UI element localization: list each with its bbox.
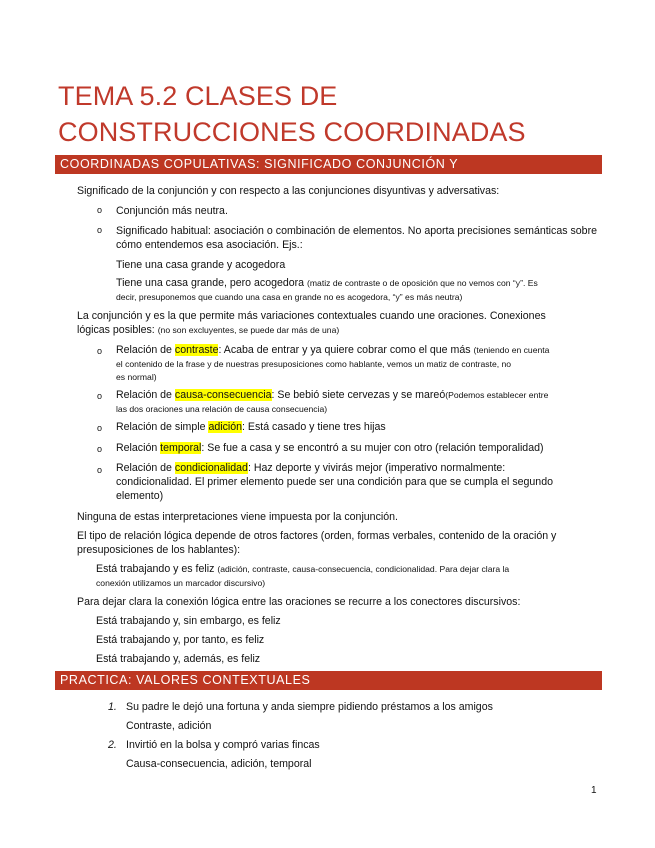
rel-causa-prefix: Relación de xyxy=(116,389,175,401)
rel-temporal-highlight: temporal xyxy=(160,442,202,454)
paragraph-conexiones-cont xyxy=(77,323,339,337)
page-title xyxy=(58,78,618,150)
example-feliz-note-2: conexión utilizamos un marcador discursivo) xyxy=(96,578,266,588)
bullet-habitual: Significado habitual: asociación o combinación de elementos. No aporta precisiones semánticas sobre cómo entendemos esa asociación. Ejs.: xyxy=(116,225,597,251)
example-feliz-main: Está trabajando y es feliz xyxy=(96,563,215,575)
relation-condicionalidad xyxy=(116,461,597,475)
paragraph-conectores: Para dejar clara la conexión lógica entre las oraciones se recurre a los conectores discursivos: xyxy=(77,596,521,608)
conexiones-label: lógicas posibles: xyxy=(77,324,155,336)
rel-cond-line-3: elemento) xyxy=(116,490,164,502)
example-feliz-note: (adición, contraste, causa-consecuencia, condicionalidad. Para dejar clara la xyxy=(217,564,510,574)
circle-bullet-icon: o xyxy=(97,465,103,475)
relation-causa xyxy=(116,388,600,402)
rel-causa-text: : Se bebió siete cervezas y se mareó xyxy=(271,389,446,401)
rel-temporal-text: : Se fue a casa y se encontró a su mujer con otro (relación temporalidad) xyxy=(201,442,544,454)
rel-adicion-prefix: Relación de simple xyxy=(116,421,209,433)
connector-example-1: Está trabajando y, sin embargo, es feliz xyxy=(96,615,281,627)
circle-bullet-icon: o xyxy=(97,444,103,454)
intro-text: Significado de la conjunción y con respecto a las conjunciones disyuntivas y adversativas: xyxy=(77,185,500,197)
example-2-note: (matiz de contraste o de oposición que no vemos con “y”. Es xyxy=(307,278,538,288)
practice-answer-2: Causa-consecuencia, adición, temporal xyxy=(126,758,312,770)
circle-bullet-icon: o xyxy=(97,391,103,401)
practice-answer-1: Contraste, adición xyxy=(126,720,212,732)
paragraph-ninguna: Ninguna de estas interpretaciones viene impuesta por la conjunción. xyxy=(77,511,398,523)
example-2 xyxy=(116,276,600,290)
rel-contraste-note: (teniendo en cuenta xyxy=(473,345,550,355)
rel-cond-prefix: Relación de xyxy=(116,462,175,474)
rel-causa-highlight: causa-consecuencia xyxy=(174,389,272,401)
example-1: Tiene una casa grande y acogedora xyxy=(116,259,286,271)
rel-cond-highlight: condicionalidad xyxy=(174,462,248,474)
circle-bullet-icon: o xyxy=(97,225,103,235)
rel-cond-text: : Haz deporte y vivirás mejor (imperativo normalmente: xyxy=(247,462,506,474)
example-2-main: Tiene una casa grande, pero acogedora xyxy=(116,277,305,289)
practice-item-1: Su padre le dejó una fortuna y anda siempre pidiendo préstamos a los amigos xyxy=(126,701,493,713)
bullet-neutral: Conjunción más neutra. xyxy=(116,205,228,217)
section-header-practica: PRACTICA: VALORES CONTEXTUALES xyxy=(55,671,602,690)
paragraph-conexiones: La conjunción y es la que permite más variaciones contextuales cuando une oraciones. Conexiones xyxy=(77,310,546,322)
connector-example-3: Está trabajando y, además, es feliz xyxy=(96,653,261,665)
relation-adicion xyxy=(116,420,386,434)
circle-bullet-icon: o xyxy=(97,346,103,356)
rel-contraste-highlight: contraste xyxy=(174,344,219,356)
rel-contraste-text: : Acaba de entrar y ya quiere cobrar como el que más xyxy=(218,344,471,356)
connector-example-2: Está trabajando y, por tanto, es feliz xyxy=(96,634,265,646)
rel-contraste-note-3: es normal) xyxy=(116,372,157,382)
example-2-note-cont: decir, presuponemos que cuando una casa en grande no es acogedora, “y” es más neutra) xyxy=(116,292,463,302)
conexiones-note: (no son excluyentes, se puede dar más de una) xyxy=(157,325,340,335)
section-header-copulativas: COORDINADAS COPULATIVAS: SIGNIFICADO CONJUNCIÓN Y xyxy=(55,155,602,174)
title-line-1: TEMA 5.2 CLASES DE xyxy=(58,81,338,111)
title-line-2: CONSTRUCCIONES COORDINADAS xyxy=(58,117,526,147)
rel-adicion-text: : Está casado y tiene tres hijas xyxy=(242,421,386,433)
relation-contraste xyxy=(116,343,600,357)
list-number-1: 1. xyxy=(108,701,117,713)
paragraph-factores: El tipo de relación lógica depende de otros factores (orden, formas verbales, contenido de la oración y xyxy=(77,530,557,542)
page-number: 1 xyxy=(591,785,597,796)
example-feliz xyxy=(96,562,599,576)
circle-bullet-icon: o xyxy=(97,205,103,215)
relation-temporal xyxy=(116,441,544,455)
rel-contraste-prefix: Relación de xyxy=(116,344,175,356)
practice-item-2: Invirtió en la bolsa y compró varias fincas xyxy=(126,739,320,751)
rel-contraste-note-2: el contenido de la frase y de nuestras presuposiciones como hablante, vemos un matiz de contraste, no xyxy=(116,359,512,369)
rel-causa-note-2: las dos oraciones una relación de causa consecuencia) xyxy=(116,404,328,414)
rel-cond-line-2: condicionalidad. El primer elemento puede ser una condición para que se cumpla el segundo xyxy=(116,476,553,488)
circle-bullet-icon: o xyxy=(97,423,103,433)
paragraph-factores-cont: presuposiciones de los hablantes): xyxy=(77,544,241,556)
rel-causa-note: (Podemos establecer entre xyxy=(445,390,549,400)
list-number-2: 2. xyxy=(108,739,117,751)
rel-temporal-prefix: Relación xyxy=(116,442,161,454)
rel-adicion-highlight: adición xyxy=(208,421,243,433)
